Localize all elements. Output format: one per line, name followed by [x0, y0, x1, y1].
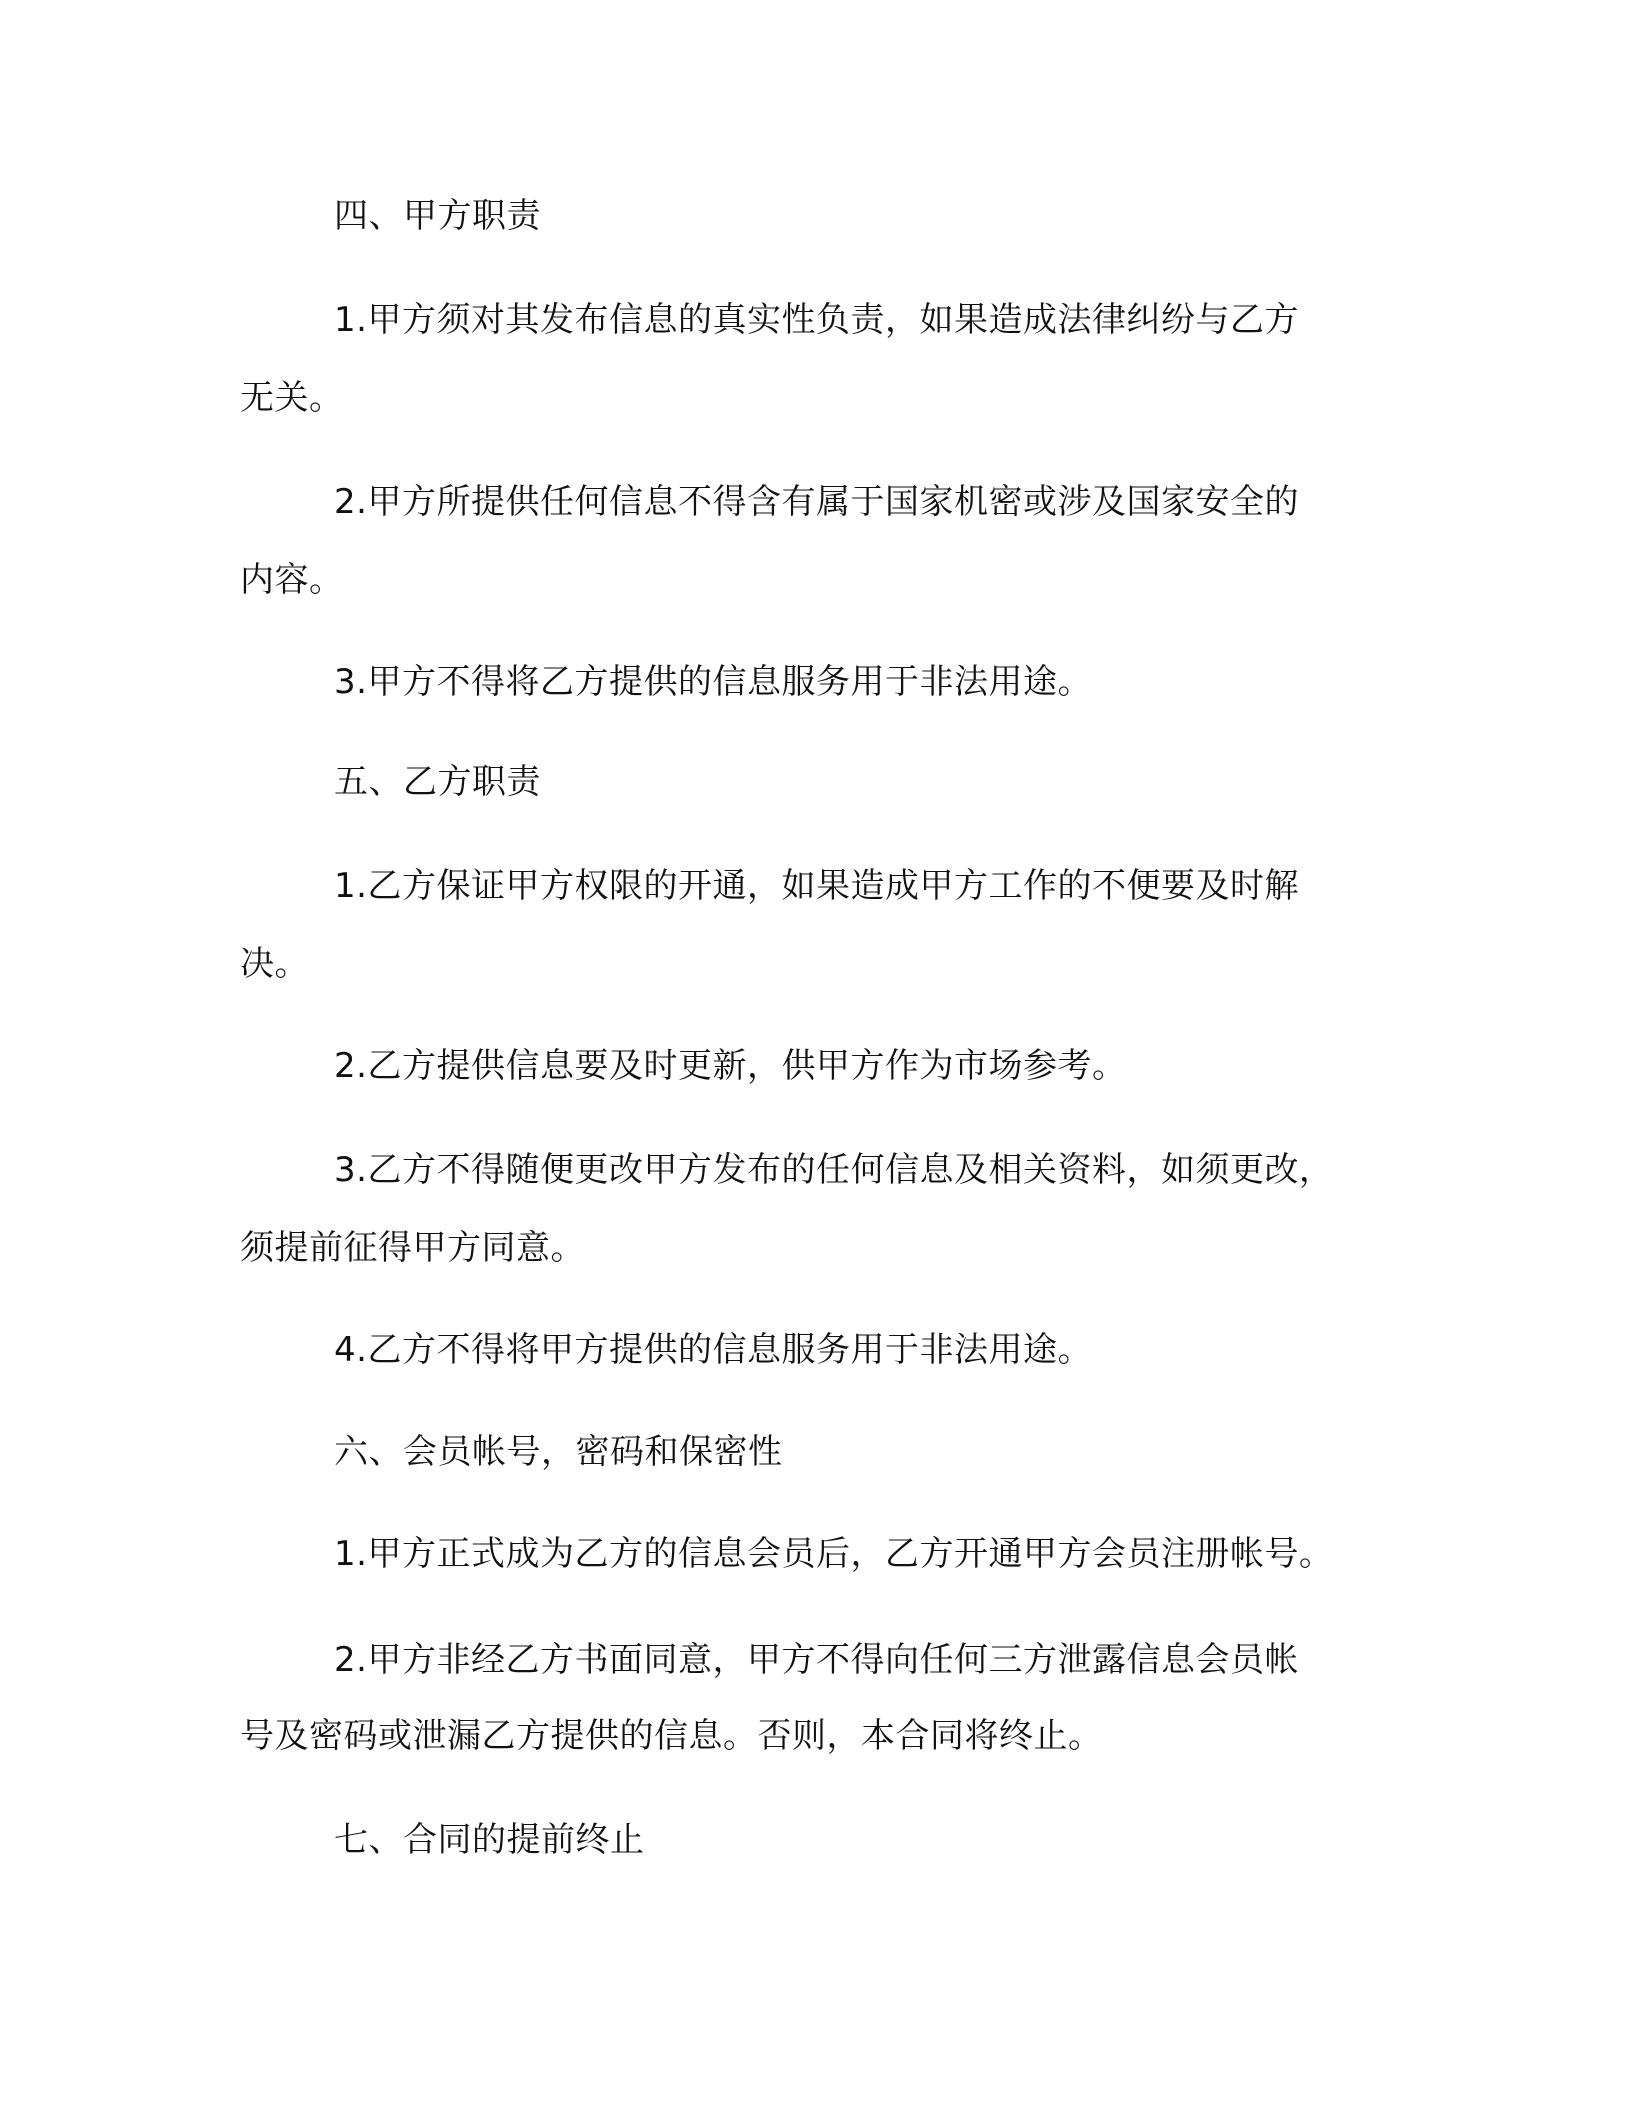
paragraph-line: 决。 [240, 944, 309, 984]
paragraph-line: 2.甲方所提供任何信息不得含有属于国家机密或涉及国家安全的 [334, 482, 1299, 522]
section-heading-5: 五、乙方职责 [334, 762, 541, 802]
paragraph-line: 1.甲方正式成为乙方的信息会员后，乙方开通甲方会员注册帐号。 [334, 1534, 1334, 1574]
paragraph-line: 3.甲方不得将乙方提供的信息服务用于非法用途。 [334, 662, 1092, 702]
paragraph-line: 3.乙方不得随便更改甲方发布的任何信息及相关资料，如须更改， [334, 1150, 1334, 1190]
paragraph-line: 无关。 [240, 378, 344, 418]
paragraph-line: 4.乙方不得将甲方提供的信息服务用于非法用途。 [334, 1330, 1092, 1370]
section-heading-6: 六、会员帐号，密码和保密性 [334, 1432, 783, 1472]
paragraph-line: 2.乙方提供信息要及时更新，供甲方作为市场参考。 [334, 1046, 1127, 1086]
section-heading-7: 七、合同的提前终止 [334, 1820, 645, 1860]
paragraph-line: 2.甲方非经乙方书面同意，甲方不得向任何三方泄露信息会员帐 [334, 1640, 1299, 1680]
section-heading-4: 四、甲方职责 [334, 196, 541, 236]
paragraph-line: 1.甲方须对其发布信息的真实性负责，如果造成法律纠纷与乙方 [334, 300, 1299, 340]
paragraph-line: 内容。 [240, 560, 344, 600]
paragraph-line: 号及密码或泄漏乙方提供的信息。否则，本合同将终止。 [240, 1716, 1103, 1756]
paragraph-line: 须提前征得甲方同意。 [240, 1228, 585, 1268]
paragraph-line: 1.乙方保证甲方权限的开通，如果造成甲方工作的不便要及时解 [334, 866, 1299, 906]
